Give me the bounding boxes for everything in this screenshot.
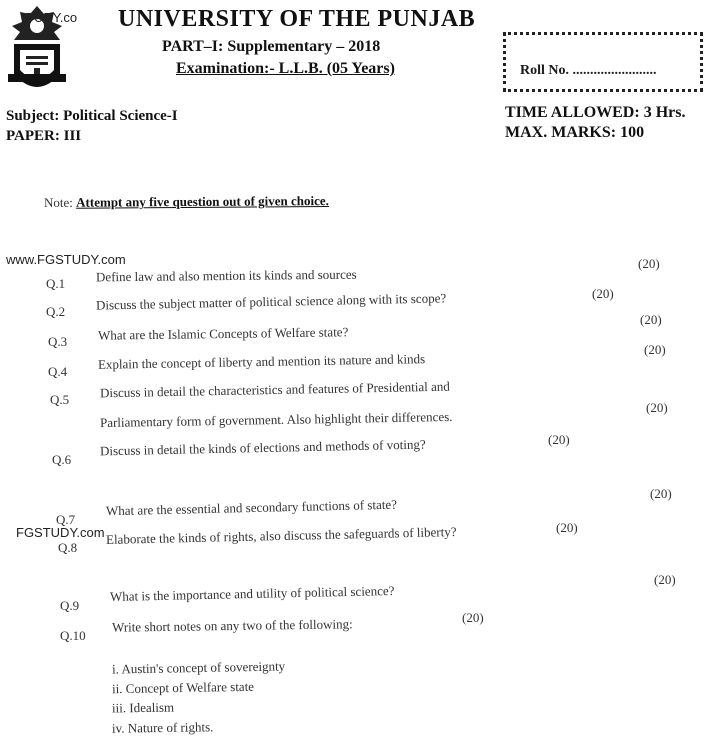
question-2-text: Discuss the subject matter of political science along with its scope? xyxy=(95,290,447,313)
question-5-text: Discuss in detail the characteristics and features of Presidential and xyxy=(99,378,450,401)
paper-label: PAPER: III xyxy=(6,128,82,144)
examination-label: Examination:- L.L.B. (05 Years) xyxy=(176,60,395,77)
note-text: Attempt any five question out of given choice. xyxy=(76,193,329,210)
subject-label: Subject: Political Science-I xyxy=(6,108,178,124)
question-3-marks: (20) xyxy=(640,312,662,327)
question-10-text: Write short notes on any two of the following: xyxy=(111,616,353,635)
part-label: PART–I: Supplementary – 2018 xyxy=(162,38,381,55)
roll-number-box xyxy=(503,32,703,92)
question-8-text: Elaborate the kinds of rights, also discuss the safeguards of liberty? xyxy=(105,524,457,547)
question-4-text: Explain the concept of liberty and mention its nature and kinds xyxy=(97,351,426,372)
sub-item-3: iii. Idealism xyxy=(111,699,175,716)
note xyxy=(44,193,329,211)
question-6-text: Discuss in detail the kinds of elections and methods of voting? xyxy=(99,436,426,459)
question-6-number: Q.6 xyxy=(52,452,72,467)
question-8-number: Q.8 xyxy=(58,540,78,555)
university-title: UNIVERSITY OF THE PUNJAB xyxy=(118,6,476,32)
question-7-text: What are the essential and secondary functions of state? xyxy=(105,496,398,519)
question-5-text-line2: Parliamentary form of government. Also highlight their differences. xyxy=(99,408,453,431)
question-2-number: Q.2 xyxy=(46,304,66,319)
question-5-number: Q.5 xyxy=(50,392,70,407)
question-1-text: Define law and also mention its kinds and sources xyxy=(95,266,357,285)
sub-item-2: ii. Concept of Welfare state xyxy=(111,678,255,697)
roll-number-label: Roll No. ........................ xyxy=(520,63,657,78)
question-8-marks: (20) xyxy=(556,520,578,535)
question-1-marks: (20) xyxy=(638,256,660,271)
note-prefix: Note: xyxy=(43,194,73,210)
sub-item-4: iv. Nature of rights. xyxy=(111,719,214,736)
question-5-marks: (20) xyxy=(646,400,668,415)
question-10-marks: (20) xyxy=(462,610,484,625)
question-10-number: Q.10 xyxy=(60,628,86,643)
question-9-text: What is the importance and utility of political science? xyxy=(109,583,395,604)
question-7-marks: (20) xyxy=(650,486,672,501)
question-3-number: Q.3 xyxy=(48,334,68,349)
watermark-www: www.FGSTUDY.com xyxy=(6,252,126,267)
question-6-marks: (20) xyxy=(548,432,570,447)
question-9-number: Q.9 xyxy=(60,598,80,613)
sub-item-1: i. Austin's concept of sovereignty xyxy=(111,658,286,677)
watermark-mid: FGSTUDY.com xyxy=(16,525,105,540)
question-2-marks: (20) xyxy=(592,286,614,301)
question-9-marks: (20) xyxy=(654,572,676,587)
question-4-number: Q.4 xyxy=(48,364,68,379)
question-3-text: What are the Islamic Concepts of Welfare state? xyxy=(97,324,349,343)
time-allowed: TIME ALLOWED: 3 Hrs. xyxy=(505,104,686,121)
question-7-number: Q.7 xyxy=(56,512,76,527)
watermark-top: TUDY.co xyxy=(26,10,78,25)
question-4-marks: (20) xyxy=(644,342,666,357)
question-1-number: Q.1 xyxy=(46,276,66,291)
max-marks: MAX. MARKS: 100 xyxy=(505,124,645,141)
